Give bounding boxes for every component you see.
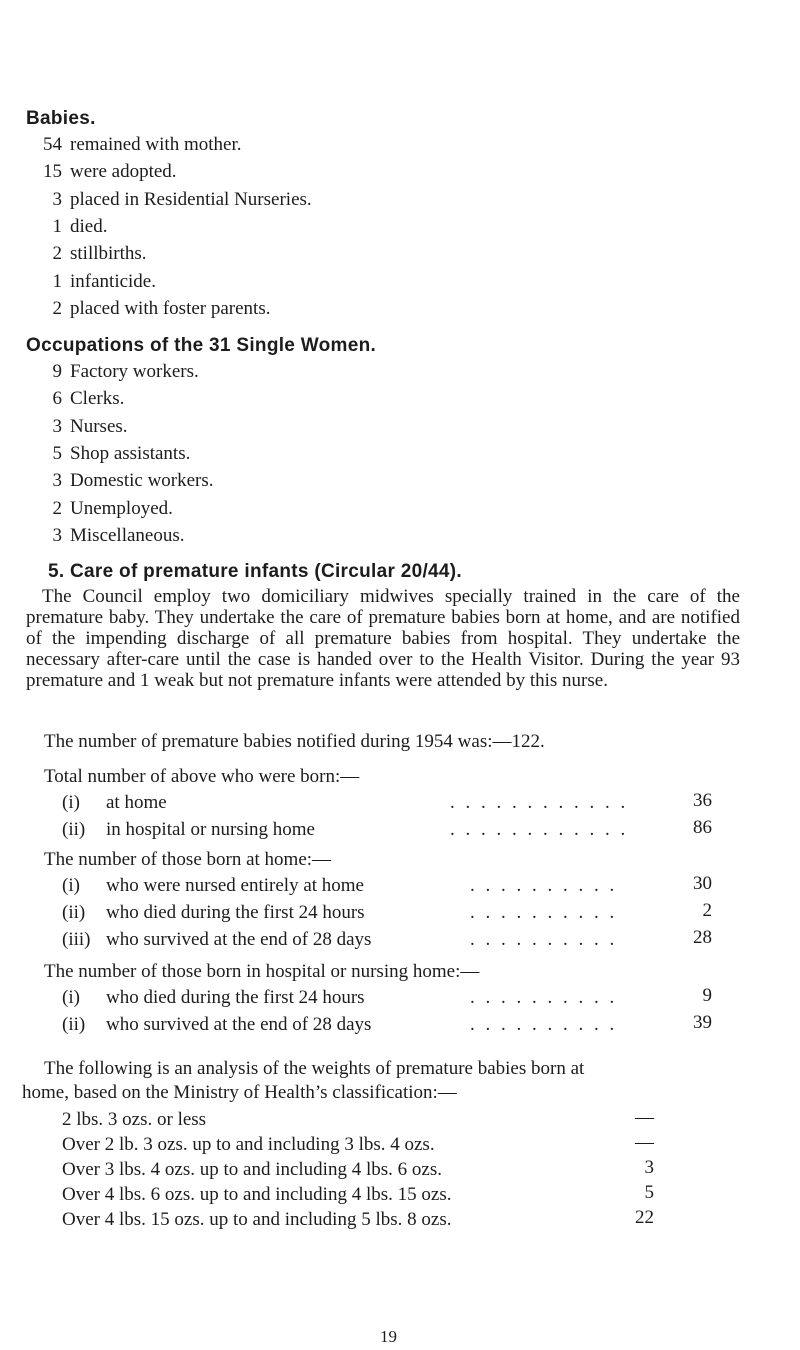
table-row bbox=[62, 1159, 442, 1181]
item-count: 3 bbox=[52, 524, 62, 546]
item-count: 15 bbox=[43, 161, 62, 183]
item-count: 5 bbox=[52, 442, 62, 464]
list-item bbox=[38, 498, 173, 520]
table-row bbox=[62, 987, 365, 1009]
row-value: 30 bbox=[693, 873, 712, 894]
item-text: Unemployed. bbox=[70, 497, 173, 519]
list-item bbox=[38, 134, 241, 156]
home-intro: The number of those born at home:— bbox=[44, 849, 332, 870]
dot-leader: . . . . . . . . . . bbox=[470, 875, 618, 896]
item-count: 1 bbox=[52, 215, 62, 237]
row-label: who survived at the end of 28 days bbox=[106, 1014, 372, 1035]
row-label: Over 2 lb. 3 ozs. up to and including 3 lbs. 4 ozs. bbox=[62, 1134, 435, 1155]
table-row bbox=[62, 1014, 371, 1036]
row-value: — bbox=[635, 1107, 654, 1128]
item-text: stillbirths. bbox=[70, 243, 147, 265]
item-text: placed in Residential Nurseries. bbox=[70, 188, 312, 210]
list-item bbox=[38, 416, 128, 438]
table-row bbox=[62, 1184, 451, 1206]
item-text: infanticide. bbox=[70, 270, 156, 292]
weights-intro-line2: home, based on the Ministry of Health’s classification:— bbox=[22, 1082, 457, 1103]
row-value: 22 bbox=[635, 1207, 654, 1228]
item-text: remained with mother. bbox=[70, 134, 242, 155]
notified-line: The number of premature babies notified during 1954 was:—122. bbox=[44, 731, 545, 752]
item-text: Clerks. bbox=[70, 388, 125, 410]
row-value: 86 bbox=[693, 817, 712, 838]
table-row bbox=[62, 929, 371, 951]
table-row bbox=[62, 902, 365, 924]
table-row bbox=[62, 819, 315, 841]
dot-leader: . . . . . . . . . . bbox=[470, 902, 618, 923]
total-intro: Total number of above who were born:— bbox=[44, 766, 360, 787]
dot-leader: . . . . . . . . . . bbox=[470, 987, 618, 1008]
row-value: 36 bbox=[693, 790, 712, 811]
weights-intro-line1: The following is an analysis of the weights of premature babies born at bbox=[44, 1058, 585, 1079]
list-item bbox=[38, 189, 312, 211]
row-label: who were nursed entirely at home bbox=[106, 875, 364, 896]
item-text: Factory workers. bbox=[70, 361, 199, 382]
hospital-intro: The number of those born in hospital or nursing home:— bbox=[44, 961, 480, 982]
item-count: 1 bbox=[52, 270, 62, 292]
row-index: (i) bbox=[62, 875, 80, 896]
row-value: 28 bbox=[693, 927, 712, 948]
item-count: 54 bbox=[43, 134, 62, 155]
list-item bbox=[38, 271, 156, 293]
babies-heading: Babies. bbox=[26, 108, 96, 129]
item-text: were adopted. bbox=[70, 161, 177, 183]
item-text: Domestic workers. bbox=[70, 470, 214, 492]
item-text: Miscellaneous. bbox=[70, 524, 185, 546]
table-row bbox=[62, 792, 167, 814]
item-count: 3 bbox=[52, 470, 62, 492]
item-count: 2 bbox=[52, 243, 62, 265]
list-item bbox=[38, 388, 124, 410]
list-item bbox=[38, 298, 270, 320]
dot-leader: . . . . . . . . . . bbox=[470, 1014, 618, 1035]
table-row bbox=[62, 1134, 435, 1156]
row-label: 2 lbs. 3 ozs. or less bbox=[62, 1109, 207, 1130]
list-item bbox=[38, 216, 107, 238]
table-row bbox=[62, 1209, 451, 1231]
list-item bbox=[38, 525, 185, 547]
item-count: 2 bbox=[52, 497, 62, 519]
row-value: 9 bbox=[702, 985, 712, 1006]
row-label: at home bbox=[106, 792, 167, 813]
care-heading: 5. Care of premature infants (Circular 20/44). bbox=[48, 561, 462, 582]
item-count: 9 bbox=[52, 361, 62, 382]
table-row bbox=[62, 1109, 206, 1131]
row-value: 2 bbox=[702, 900, 712, 921]
item-count: 3 bbox=[52, 188, 62, 210]
dot-leader: . . . . . . . . . . bbox=[470, 929, 618, 950]
dot-leader: . . . . . . . . . . . . bbox=[450, 819, 629, 840]
row-index: (i) bbox=[62, 987, 80, 1008]
row-label: who died during the first 24 hours bbox=[106, 902, 365, 923]
row-index: (i) bbox=[62, 792, 80, 813]
row-value: — bbox=[635, 1132, 654, 1153]
list-item bbox=[38, 443, 190, 465]
item-text: placed with foster parents. bbox=[70, 297, 271, 319]
row-value: 3 bbox=[644, 1157, 654, 1178]
row-label: in hospital or nursing home bbox=[106, 819, 315, 840]
list-item bbox=[38, 161, 177, 183]
dot-leader: . . . . . . . . . . . . bbox=[450, 792, 629, 813]
list-item bbox=[38, 243, 147, 265]
item-text: died. bbox=[70, 215, 108, 237]
row-value: 39 bbox=[693, 1012, 712, 1033]
care-paragraph-text: The Council employ two domiciliary midwives specially trained in the care of the premature baby. They undertake the care of premature babies born at home, and are notified of the impending discharge of all premature babies from hospital. They undertake the necessary after-care until the case is handed over to the Health Visitor. During the year 93 premature and 1 weak but not premature infants were attended by this nurse. bbox=[26, 586, 740, 691]
row-value: 5 bbox=[644, 1182, 654, 1203]
item-text: Shop assistants. bbox=[70, 442, 191, 464]
row-label: Over 4 lbs. 15 ozs. up to and including 5 lbs. 8 ozs. bbox=[62, 1209, 452, 1230]
item-text: Nurses. bbox=[70, 415, 128, 437]
item-count: 2 bbox=[52, 297, 62, 319]
list-item bbox=[38, 470, 214, 492]
row-index: (iii) bbox=[62, 929, 91, 950]
row-label: Over 4 lbs. 6 ozs. up to and including 4 lbs. 15 ozs. bbox=[62, 1184, 452, 1205]
row-label: who died during the first 24 hours bbox=[106, 987, 365, 1008]
list-item bbox=[38, 361, 199, 383]
item-count: 6 bbox=[52, 388, 62, 410]
row-label: Over 3 lbs. 4 ozs. up to and including 4 lbs. 6 ozs. bbox=[62, 1159, 442, 1180]
care-paragraph bbox=[26, 586, 740, 691]
row-index: (ii) bbox=[62, 902, 86, 923]
page-number: 19 bbox=[380, 1327, 397, 1346]
row-index: (ii) bbox=[62, 819, 86, 840]
item-count: 3 bbox=[52, 415, 62, 437]
occupations-heading: Occupations of the 31 Single Women. bbox=[26, 335, 377, 356]
row-label: who survived at the end of 28 days bbox=[106, 929, 372, 950]
table-row bbox=[62, 875, 364, 897]
row-index: (ii) bbox=[62, 1014, 86, 1035]
